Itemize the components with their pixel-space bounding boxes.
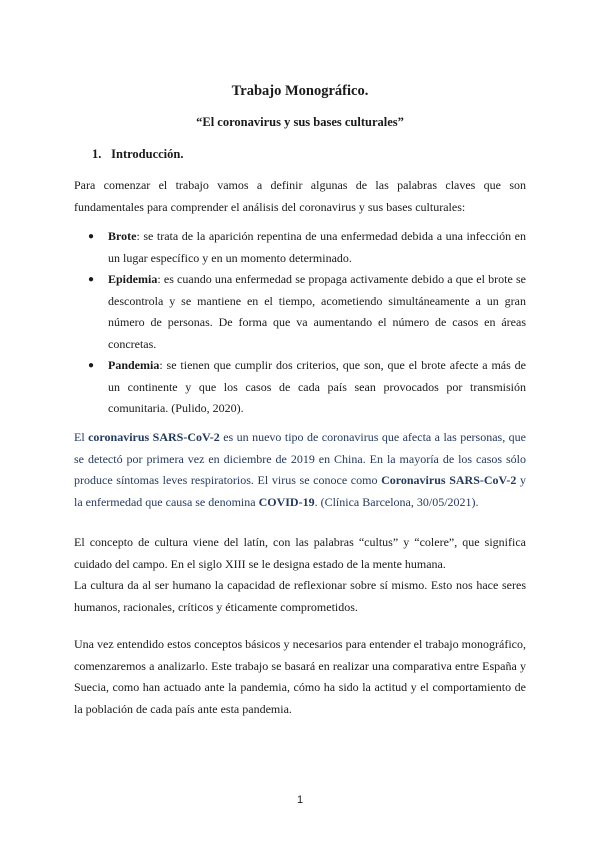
covid-text-1: El xyxy=(74,430,89,444)
closing-text: Una vez entendido estos conceptos básicos y necesarios para entender el trabajo monográfico, comenzaremos a analizarlo. Este trabajo se basará en realizar una comparativa entre España y Suecia, como han actuado ante la pandemia, cómo ha sido la actitud y el comportamiento de la población de cada país ante esta pandemia. xyxy=(74,637,526,716)
term: Pandemia xyxy=(108,358,160,372)
bullet-icon: ● xyxy=(88,274,95,285)
section-label: Introducción. xyxy=(111,147,184,161)
definition: : es cuando una enfermedad se propaga activamente debido a que el brote se descontrola y se mantiene en el tiempo, acometiendo simultáneamente a un gran número de personas. De forma que va aumentando el número de casos en áreas concretas. xyxy=(108,272,526,351)
definitions-list xyxy=(74,226,526,420)
list-item xyxy=(74,226,526,269)
definition: : se tienen que cumplir dos criterios, que son, que el brote afecte a más de un continente y que los casos de cada país sean provocados por transmisión comunitaria. (Pulido, 2020). xyxy=(108,358,526,415)
covid-text-3: y la enfermedad que causa se denomina xyxy=(74,473,526,509)
bullet-icon: ● xyxy=(88,231,95,242)
list-item xyxy=(74,355,526,420)
section-heading xyxy=(92,147,183,162)
covid-citation: . (Clínica Barcelona, 30/05/2021). xyxy=(314,494,479,509)
closing-paragraph xyxy=(74,634,526,720)
section-number: 1. xyxy=(92,147,102,161)
covid-term-3: COVID-19 xyxy=(258,494,315,509)
intro-paragraph xyxy=(74,175,526,218)
covid-term-2: Coronavirus SARS-CoV-2 xyxy=(381,473,517,487)
culture-text-1: El concepto de cultura viene del latín, con las palabras “cultus” y “colere”, que significa cuidado del campo. En el siglo XIII se le designa estado de la mente humana. xyxy=(74,535,526,571)
term: Epidemia xyxy=(108,272,158,286)
covid-paragraph xyxy=(74,427,526,513)
covid-term-1: coronavirus SARS-CoV-2 xyxy=(88,430,220,444)
term: Brote xyxy=(108,229,137,243)
culture-text-2: La cultura da al ser humano la capacidad de reflexionar sobre sí mismo. Esto nos hace seres humanos, racionales, críticos y éticamente comprometidos. xyxy=(74,578,526,614)
page-title: Trabajo Monográfico. xyxy=(231,83,369,99)
page-number: 1 xyxy=(296,794,304,806)
covid-text-2: es un nuevo tipo de coronavirus que afecta a las personas, que se detectó por primera vez en diciembre de 2019 en China. En la mayoría de los casos sólo produce síntomas leves respiratorios. El virus se conoce como xyxy=(74,430,526,487)
culture-paragraph xyxy=(74,532,526,618)
list-item xyxy=(74,269,526,355)
page-subtitle: “El coronavirus y sus bases culturales” xyxy=(196,115,404,129)
intro-text: Para comenzar el trabajo vamos a definir algunas de las palabras claves que son fundamentales para comprender el análisis del coronavirus y sus bases culturales: xyxy=(74,178,526,214)
definition: : se trata de la aparición repentina de una enfermedad debida a una infección en un lugar específico y en un momento determinado. xyxy=(108,229,526,265)
bullet-icon: ● xyxy=(88,360,95,371)
